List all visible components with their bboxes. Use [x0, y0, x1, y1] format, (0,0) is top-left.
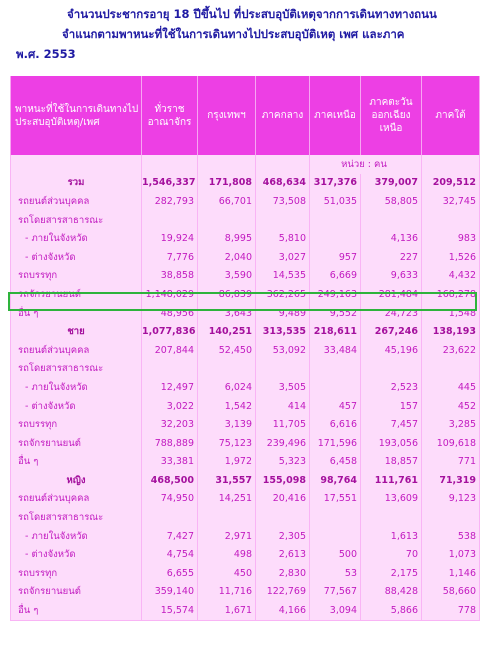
value-cell: 98,764 [310, 471, 361, 490]
value-cell: 2,971 [198, 527, 256, 546]
document-title [12, 4, 482, 64]
value-cell: 9,633 [361, 267, 422, 286]
value-cell [310, 508, 361, 527]
value-cell [422, 211, 480, 230]
value-cell: 75,123 [198, 434, 256, 453]
table-row [11, 341, 480, 360]
header-north: ภาคเหนือ [310, 76, 361, 155]
value-cell: 6,616 [310, 415, 361, 434]
value-cell: 4,754 [142, 545, 198, 564]
row-label: อื่น ๆ [11, 453, 142, 472]
header-whole-kingdom: ทั่วราชอาณาจักร [142, 76, 198, 155]
header-bangkok: กรุงเทพฯ [198, 76, 256, 155]
value-cell: 267,246 [361, 322, 422, 341]
row-label: - ภายในจังหวัด [11, 527, 142, 546]
value-cell [142, 360, 198, 379]
value-cell: 74,950 [142, 490, 198, 509]
value-cell: 23,622 [422, 341, 480, 360]
unit-empty-cell [142, 155, 198, 174]
value-cell: 1,613 [361, 527, 422, 546]
value-cell: 5,866 [361, 601, 422, 620]
value-cell [198, 508, 256, 527]
value-cell: 9,489 [256, 304, 310, 323]
value-cell: 498 [198, 545, 256, 564]
value-cell: 51,035 [310, 192, 361, 211]
value-cell: 957 [310, 248, 361, 267]
table-row [11, 453, 480, 472]
value-cell: 445 [422, 378, 480, 397]
value-cell: 209,512 [422, 174, 480, 193]
value-cell: 33,381 [142, 453, 198, 472]
header-northeast: ภาคตะวันออกเฉียงเหนือ [361, 76, 422, 155]
value-cell: 58,660 [422, 583, 480, 602]
value-cell: 193,056 [361, 434, 422, 453]
value-cell: 73,508 [256, 192, 310, 211]
value-cell: 1,073 [422, 545, 480, 564]
value-cell: 218,611 [310, 322, 361, 341]
row-label: - ต่างจังหวัด [11, 248, 142, 267]
value-cell: 20,416 [256, 490, 310, 509]
value-cell: 11,716 [198, 583, 256, 602]
value-cell: 6,024 [198, 378, 256, 397]
value-cell [361, 211, 422, 230]
value-cell: 414 [256, 397, 310, 416]
value-cell: 2,830 [256, 564, 310, 583]
table-row [11, 192, 480, 211]
table-row [11, 508, 480, 527]
table-row [11, 211, 480, 230]
value-cell: 109,618 [422, 434, 480, 453]
row-label: รถยนต์ส่วนบุคคล [11, 490, 142, 509]
value-cell: 14,535 [256, 267, 310, 286]
value-cell: 1,548 [422, 304, 480, 323]
row-label: รถโดยสารสาธารณะ [11, 360, 142, 379]
value-cell: 450 [198, 564, 256, 583]
table-row [11, 601, 480, 620]
table-row [11, 322, 480, 341]
value-cell: 5,810 [256, 229, 310, 248]
value-cell: 249,163 [310, 285, 361, 304]
value-cell: 48,956 [142, 304, 198, 323]
value-cell [310, 527, 361, 546]
value-cell [361, 360, 422, 379]
value-cell: 140,251 [198, 322, 256, 341]
value-cell: 1,148,029 [142, 285, 198, 304]
value-cell: 3,139 [198, 415, 256, 434]
value-cell [256, 508, 310, 527]
value-cell [310, 211, 361, 230]
row-label: - ภายในจังหวัด [11, 229, 142, 248]
value-cell: 31,557 [198, 471, 256, 490]
value-cell: 468,500 [142, 471, 198, 490]
value-cell: 6,669 [310, 267, 361, 286]
header-south: ภาคใต้ [422, 76, 480, 155]
value-cell: 6,655 [142, 564, 198, 583]
value-cell: 122,769 [256, 583, 310, 602]
value-cell [142, 508, 198, 527]
value-cell: 457 [310, 397, 361, 416]
value-cell: 3,505 [256, 378, 310, 397]
value-cell: 1,546,337 [142, 174, 198, 193]
title-line-1: จำนวนประชากรอายุ 18 ปีขึ้นไป ที่ประสบอุบัติเหตุจากการเดินทางทางถนน [67, 7, 437, 21]
value-cell [422, 360, 480, 379]
value-cell: 500 [310, 545, 361, 564]
unit-empty-cell [422, 155, 480, 174]
value-cell: 15,574 [142, 601, 198, 620]
value-cell: 70 [361, 545, 422, 564]
value-cell: 171,596 [310, 434, 361, 453]
row-label: รวม [11, 174, 142, 193]
value-cell: 317,376 [310, 174, 361, 193]
value-cell: 3,285 [422, 415, 480, 434]
value-cell: 3,643 [198, 304, 256, 323]
table-row [11, 490, 480, 509]
table-row [11, 267, 480, 286]
value-cell: 24,723 [361, 304, 422, 323]
value-cell: 4,432 [422, 267, 480, 286]
value-cell [361, 508, 422, 527]
row-label: รถบรรทุก [11, 415, 142, 434]
row-label: รถยนต์ส่วนบุคคล [11, 341, 142, 360]
row-label: รถจักรยานยนต์ [11, 434, 142, 453]
row-label: รถบรรทุก [11, 564, 142, 583]
value-cell: 3,022 [142, 397, 198, 416]
value-cell: 2,305 [256, 527, 310, 546]
table-row [11, 545, 480, 564]
value-cell: 58,805 [361, 192, 422, 211]
value-cell: 1,542 [198, 397, 256, 416]
value-cell: 3,027 [256, 248, 310, 267]
title-line-2: จำแนกตามพาหนะที่ใช้ในการเดินทางไปประสบอุบัติเหตุ เพศ และภาค [62, 27, 405, 41]
highlight-box-motorcycle [8, 292, 477, 311]
value-cell: 11,705 [256, 415, 310, 434]
value-cell: 9,552 [310, 304, 361, 323]
table-row [11, 397, 480, 416]
value-cell: 71,319 [422, 471, 480, 490]
row-label: หญิง [11, 471, 142, 490]
row-label: ชาย [11, 322, 142, 341]
value-cell: 239,496 [256, 434, 310, 453]
value-cell: 281,484 [361, 285, 422, 304]
row-label: รถจักรยานยนต์ [11, 583, 142, 602]
value-cell: 538 [422, 527, 480, 546]
header-central: ภาคกลาง [256, 76, 310, 155]
value-cell: 38,858 [142, 267, 198, 286]
table-row [11, 527, 480, 546]
value-cell: 171,808 [198, 174, 256, 193]
row-label: รถจักรยานยนต์ [11, 285, 142, 304]
value-cell: 157 [361, 397, 422, 416]
value-cell: 2,613 [256, 545, 310, 564]
header-row [11, 76, 480, 155]
statistics-table [10, 76, 480, 621]
value-cell: 12,497 [142, 378, 198, 397]
table-row [11, 174, 480, 193]
value-cell: 111,761 [361, 471, 422, 490]
unit-empty-cell [11, 155, 142, 174]
value-cell: 1,077,836 [142, 322, 198, 341]
value-cell: 88,428 [361, 583, 422, 602]
value-cell [310, 378, 361, 397]
value-cell: 17,551 [310, 490, 361, 509]
unit-row [11, 155, 480, 174]
value-cell [422, 508, 480, 527]
value-cell: 778 [422, 601, 480, 620]
value-cell: 18,857 [361, 453, 422, 472]
value-cell: 1,671 [198, 601, 256, 620]
value-cell: 3,590 [198, 267, 256, 286]
value-cell: 138,193 [422, 322, 480, 341]
table-row [11, 378, 480, 397]
row-label: - ภายในจังหวัด [11, 378, 142, 397]
value-cell: 1,972 [198, 453, 256, 472]
value-cell: 227 [361, 248, 422, 267]
value-cell [198, 211, 256, 230]
value-cell: 983 [422, 229, 480, 248]
value-cell: 468,634 [256, 174, 310, 193]
table-row [11, 583, 480, 602]
value-cell: 7,457 [361, 415, 422, 434]
value-cell: 7,427 [142, 527, 198, 546]
value-cell: 6,458 [310, 453, 361, 472]
value-cell: 86,839 [198, 285, 256, 304]
value-cell: 2,523 [361, 378, 422, 397]
value-cell: 14,251 [198, 490, 256, 509]
title-line-3: พ.ศ. 2553 [16, 47, 76, 61]
value-cell: 53,092 [256, 341, 310, 360]
value-cell: 771 [422, 453, 480, 472]
value-cell: 1,146 [422, 564, 480, 583]
value-cell: 77,567 [310, 583, 361, 602]
value-cell: 13,609 [361, 490, 422, 509]
row-label: รถบรรทุก [11, 267, 142, 286]
value-cell: 66,701 [198, 192, 256, 211]
value-cell: 2,175 [361, 564, 422, 583]
row-label: อื่น ๆ [11, 601, 142, 620]
header-vehicle-sex: พาหนะที่ใช้ในการเดินทางไปประสบอุบัติเหตุ/เพศ [11, 76, 142, 155]
value-cell: 313,535 [256, 322, 310, 341]
value-cell: 7,776 [142, 248, 198, 267]
row-label: - ต่างจังหวัด [11, 545, 142, 564]
value-cell: 33,484 [310, 341, 361, 360]
value-cell: 5,323 [256, 453, 310, 472]
value-cell: 3,094 [310, 601, 361, 620]
value-cell: 53 [310, 564, 361, 583]
value-cell [256, 211, 310, 230]
value-cell: 32,203 [142, 415, 198, 434]
table-row [11, 248, 480, 267]
value-cell [142, 211, 198, 230]
value-cell: 282,793 [142, 192, 198, 211]
value-cell: 45,196 [361, 341, 422, 360]
table-row [11, 564, 480, 583]
table-body [11, 155, 480, 620]
value-cell [256, 360, 310, 379]
row-label: รถโดยสารสาธารณะ [11, 211, 142, 230]
row-label: รถยนต์ส่วนบุคคล [11, 192, 142, 211]
value-cell: 168,278 [422, 285, 480, 304]
value-cell: 8,995 [198, 229, 256, 248]
value-cell: 4,166 [256, 601, 310, 620]
value-cell: 32,745 [422, 192, 480, 211]
value-cell: 1,526 [422, 248, 480, 267]
value-cell: 155,098 [256, 471, 310, 490]
unit-empty-cell [198, 155, 256, 174]
value-cell: 379,007 [361, 174, 422, 193]
value-cell: 4,136 [361, 229, 422, 248]
table-row [11, 434, 480, 453]
table-row [11, 415, 480, 434]
unit-empty-cell [256, 155, 310, 174]
table-row [11, 360, 480, 379]
value-cell: 2,040 [198, 248, 256, 267]
value-cell: 362,265 [256, 285, 310, 304]
row-label: อื่น ๆ [11, 304, 142, 323]
value-cell: 788,889 [142, 434, 198, 453]
value-cell: 19,924 [142, 229, 198, 248]
value-cell [310, 360, 361, 379]
value-cell: 52,450 [198, 341, 256, 360]
value-cell [198, 360, 256, 379]
value-cell: 207,844 [142, 341, 198, 360]
value-cell: 359,140 [142, 583, 198, 602]
table-row [11, 471, 480, 490]
value-cell: 452 [422, 397, 480, 416]
value-cell: 9,123 [422, 490, 480, 509]
table-row [11, 229, 480, 248]
row-label: รถโดยสารสาธารณะ [11, 508, 142, 527]
value-cell [310, 229, 361, 248]
unit-label: หน่วย : คน [310, 155, 422, 174]
row-label: - ต่างจังหวัด [11, 397, 142, 416]
